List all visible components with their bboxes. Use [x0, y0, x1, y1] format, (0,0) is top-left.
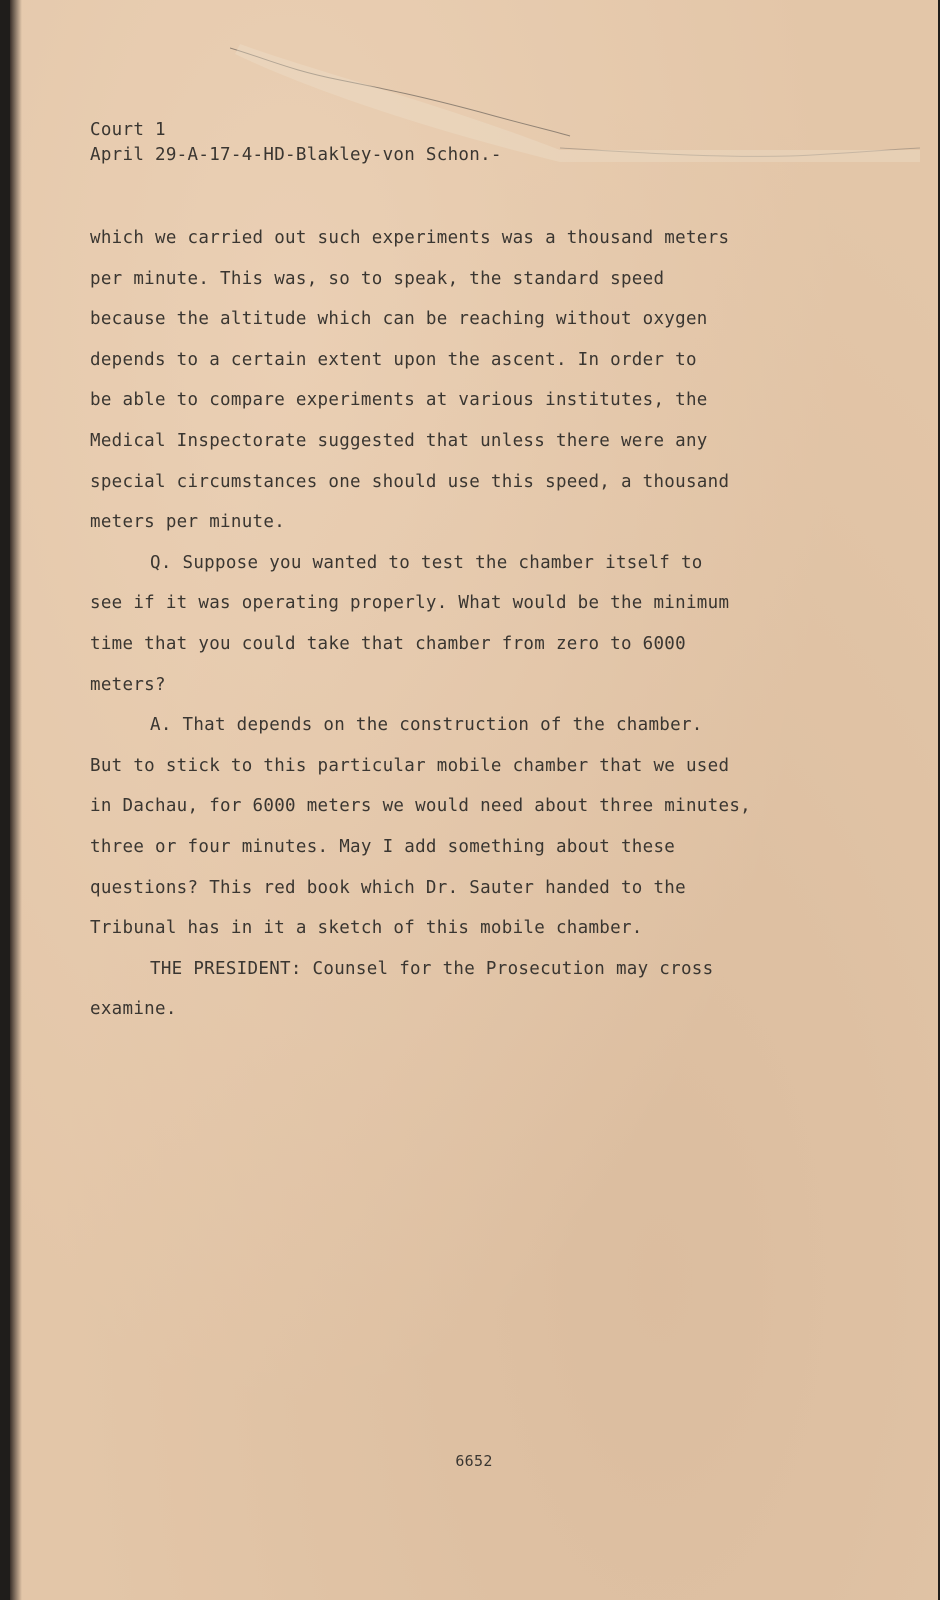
court-label: Court 1 — [90, 120, 166, 140]
page-edge-shadow — [10, 0, 22, 1600]
question-paragraph: Q. Suppose you wanted to test the chamber itself to see if it was operating properly. What would be the minimum time that you could take that chamber from zero to 6000 meters? — [90, 552, 730, 695]
president-remark: THE PRESIDENT: Counsel for the Prosecution may cross examine. — [90, 958, 714, 1020]
page-number: 6652 — [455, 1452, 493, 1470]
session-reference: April 29-A-17-4-HD-Blakley-von Schon.- — [90, 145, 502, 165]
document-header — [90, 118, 502, 168]
document-page — [10, 0, 938, 1600]
transcript-paragraph: which we carried out such experiments was a thousand meters per minute. This was, so to speak, the standard speed because the altitude which can be reaching without oxygen depends to a certain extent upon the ascent. In order to be able to compare experiments at various institutes, the Medical Inspectorate suggested that unless there were any special circumstances one should use this speed, a thousand meters per minute. — [90, 228, 730, 533]
answer-paragraph: A. That depends on the construction of the chamber. But to stick to this particular mobile chamber that we used in Dachau, for 6000 meters we would need about three minutes, three or four minutes. May I add something about these questions? This red book which Dr. Sauter handed to the Tribunal has in it a sketch of this mobile chamber. — [90, 715, 751, 939]
transcript-body — [90, 218, 860, 1030]
